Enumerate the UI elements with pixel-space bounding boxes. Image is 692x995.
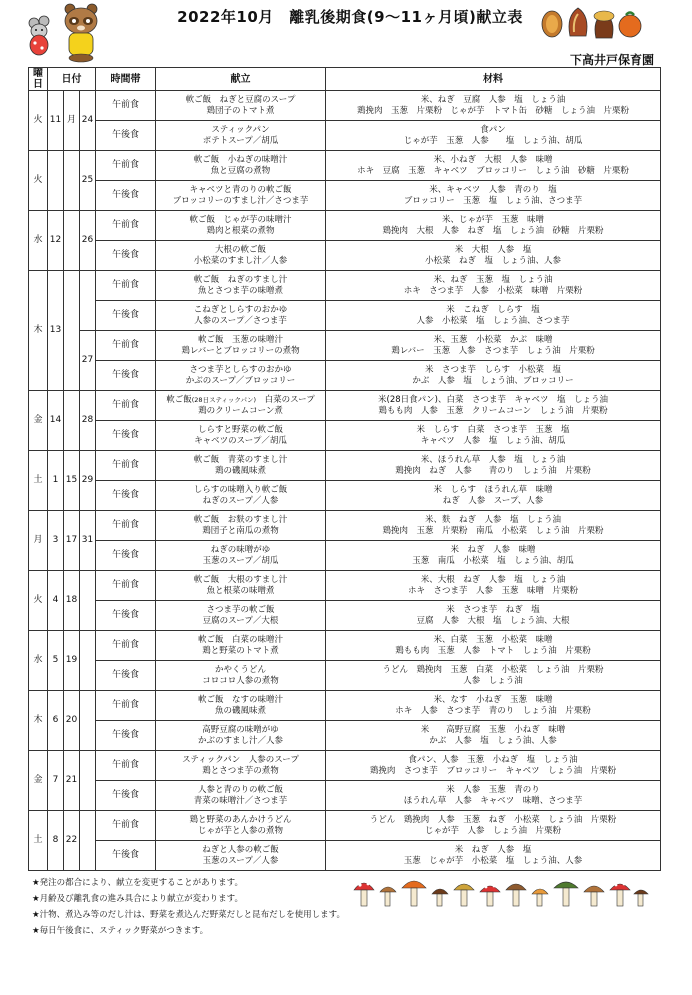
table-row (29, 271, 661, 301)
cell-line: 小松菜 ねぎ 塩 しょう油、人参 (424, 255, 561, 266)
ingredients-cell (326, 91, 661, 121)
cell-line: 米 高野豆腐 玉葱 小ねぎ 味噌 (420, 724, 566, 735)
cell-line: ねぎ 人参 スープ、人参 (442, 495, 544, 506)
menu-cell (156, 601, 326, 631)
menu-cell (156, 451, 326, 481)
time-slot-cell: 午前食 (96, 631, 156, 661)
cell-line: ブロッコリー 玉葱 塩 しょう油、さつま芋 (403, 195, 583, 206)
ingredients-cell (326, 691, 661, 721)
cell-line: キャベツ 人参 塩 しょう油、胡瓜 (420, 435, 566, 446)
ingredients-cell (326, 181, 661, 211)
cell-line: 米、白菜 玉葱 小松菜 味噌 (433, 634, 553, 645)
cell-line: 米、ほうれん草 人参 塩 しょう油 (420, 454, 566, 465)
cell-line: 軟ご飯 ねぎと豆腐のスープ (185, 94, 296, 105)
time-slot-cell: 午後食 (96, 601, 156, 631)
date-cell-b (64, 211, 80, 271)
ingredients-cell (326, 541, 661, 571)
ingredients-cell (326, 481, 661, 511)
cell-line: 大根の軟ご飯 (214, 244, 266, 255)
menu-cell (156, 691, 326, 721)
cell-line: かぶ 人参 塩 しょう油、ブロッコリー (412, 375, 574, 386)
menu-cell (156, 841, 326, 871)
cell-line: うどん 鶏挽肉 人参 玉葱 ねぎ 小松菜 しょう油 片栗粉 (369, 814, 617, 825)
ingredients-cell (326, 511, 661, 541)
cell-line: 米、キャベツ 人参 青のり 塩 (429, 184, 557, 195)
day-of-week-cell: 火 (29, 151, 48, 211)
mushrooms-row-icon (350, 874, 650, 910)
date-cell-c (80, 631, 96, 691)
table-row (29, 211, 661, 241)
ingredients-cell (326, 361, 661, 391)
cell-line: ねぎと人参の軟ご飯 (202, 844, 279, 855)
cell-line: ブロッコリーのすまし汁／さつま芋 (172, 195, 309, 206)
ingredients-cell (326, 601, 661, 631)
cell-line: 鶏もも肉 玉葱 人参 トマト しょう油 片栗粉 (395, 645, 591, 656)
ingredients-cell (326, 241, 661, 271)
menu-cell (156, 571, 326, 601)
time-slot-cell: 午後食 (96, 781, 156, 811)
table-row (29, 751, 661, 781)
date-cell-a: 6 (48, 691, 64, 751)
cell-line: 米 ねぎ 人参 味噌 (450, 544, 536, 555)
time-slot-cell: 午後食 (96, 361, 156, 391)
cell-line: 米、ねぎ 豆腐 人参 塩 しょう油 (420, 94, 566, 105)
date-cell-a: 7 (48, 751, 64, 811)
table-row (29, 361, 661, 391)
menu-cell (156, 391, 326, 421)
cell-line: 玉葱のスープ／胡瓜 (202, 555, 279, 566)
cell-line: 鶏とさつま芋の煮物 (202, 765, 279, 776)
ingredients-cell (326, 631, 661, 661)
menu-cell (156, 151, 326, 181)
date-cell-c: 28 (80, 391, 96, 451)
cell-line: 鶏と野菜のトマト煮 (202, 645, 279, 656)
cell-line: コロコロ人参の煮物 (202, 675, 279, 686)
date-cell-c: 25 (80, 151, 96, 211)
time-slot-cell: 午後食 (96, 301, 156, 331)
cell-line: 玉葱 南瓜 小松菜 塩 しょう油、胡瓜 (412, 555, 574, 566)
cell-line: しらすと野菜の軟ご飯 (197, 424, 283, 435)
date-cell-c (80, 271, 96, 331)
col-header-date: 日付 (48, 68, 96, 91)
cell-line: ホキ 豆腐 玉葱 キャベツ ブロッコリー しょう油 砂糖 片栗粉 (357, 165, 629, 176)
note-item: ★汁物、煮込み等のだし汁は、野菜を煮込んだ野菜だしと昆布だしを使用します。 (32, 910, 345, 920)
cell-line: 鶏のクリームコーン煮 (198, 405, 283, 416)
date-cell-a: 12 (48, 211, 64, 271)
time-slot-cell: 午前食 (96, 511, 156, 541)
note-item: ★毎日午後食に、スティック野菜がつきます。 (32, 926, 209, 936)
cell-line: 玉葱のスープ／人参 (202, 855, 279, 866)
mouse-mascot-icon (29, 16, 49, 55)
cell-line: 魚と豆腐の煮物 (210, 165, 271, 176)
cell-line: キャベツと青のりの軟ご飯 (189, 184, 292, 195)
cell-line: しらすの味噌入り軟ご飯 (193, 484, 288, 495)
date-cell-c: 29 (80, 451, 96, 511)
cell-line: かぶのすまし汁／人参 (197, 735, 283, 746)
menu-cell (156, 271, 326, 301)
ingredients-cell (326, 421, 661, 451)
cell-line: 軟ご飯 じゃが芋の味噌汁 (189, 214, 292, 225)
cell-line: 食パン、人参 玉葱 小ねぎ 塩 しょう油 (408, 754, 578, 765)
menu-text: 軟ご飯 (166, 394, 192, 405)
time-slot-cell: 午前食 (96, 691, 156, 721)
date-cell-b (64, 391, 80, 451)
time-slot-cell: 午後食 (96, 421, 156, 451)
day-of-week-cell: 水 (29, 211, 48, 271)
cell-line: 豆腐のスープ／大根 (202, 615, 279, 626)
time-slot-cell: 午前食 (96, 331, 156, 361)
table-row (29, 571, 661, 601)
cell-line: 鶏もも肉 人参 玉葱 クリームコーン しょう油 片栗粉 (378, 405, 608, 416)
menu-cell (156, 301, 326, 331)
table-row (29, 601, 661, 631)
cell-line: ねぎのスープ／人参 (202, 495, 279, 506)
cell-line: 米、大根 ねぎ 人参 塩 しょう油 (420, 574, 566, 585)
cell-line: うどん 鶏挽肉 玉葱 白菜 小松菜 しょう油 片栗粉 (382, 664, 604, 675)
cell-line: かぶのスープ／ブロッコリー (185, 375, 296, 386)
time-slot-cell: 午前食 (96, 271, 156, 301)
menu-cell (156, 331, 326, 361)
cell-line: さつま芋としらすのおかゆ (189, 364, 292, 375)
cell-line: 軟ご飯 大根のすまし汁 (193, 574, 288, 585)
cell-line: 軟ご飯 小ねぎの味噌汁 (193, 154, 288, 165)
raccoon-mascot-icon (65, 4, 97, 62)
col-header-menu: 献立 (156, 68, 326, 91)
cell-line: 魚とさつま芋の味噌煮 (197, 285, 283, 296)
cell-line: 米(28日食パン)、白菜 さつま芋 キャベツ 塩 しょう油 (378, 394, 608, 405)
day-of-week-cell: 木 (29, 691, 48, 751)
cell-line: 軟ご飯 ねぎのすまし汁 (193, 274, 288, 285)
cell-line: 鶏団子のトマト煮 (206, 105, 275, 116)
date-cell-a: 3 (48, 511, 64, 571)
cell-line: 米 大根 人参 塩 (454, 244, 532, 255)
date-cell-c: 24 (80, 91, 96, 151)
date-cell-b: 19 (64, 631, 80, 691)
time-slot-cell: 午前食 (96, 391, 156, 421)
date-cell-b: 22 (64, 811, 80, 871)
date-cell-b: 21 (64, 751, 80, 811)
table-row (29, 811, 661, 841)
table-row (29, 391, 661, 421)
day-of-week-cell: 火 (29, 91, 48, 151)
note-item: ★発注の都合により、献立を変更することがあります。 (32, 878, 243, 888)
cell-line: 鶏挽肉 玉葱 片栗粉 じゃが芋 トマト缶 砂糖 しょう油 片栗粉 (356, 105, 629, 116)
day-of-week-cell: 木 (29, 271, 48, 391)
date-cell-c: 26 (80, 211, 96, 271)
day-of-week-cell: 水 (29, 631, 48, 691)
cell-line: さつま芋の軟ご飯 (206, 604, 275, 615)
time-slot-cell: 午後食 (96, 121, 156, 151)
cell-line: 軟ご飯 お麩のすまし汁 (193, 514, 288, 525)
date-cell-c (80, 571, 96, 631)
ingredients-cell (326, 751, 661, 781)
table-row (29, 151, 661, 181)
cell-line: 鶏団子と南瓜の煮物 (202, 525, 279, 536)
date-cell-a: 13 (48, 271, 64, 391)
date-cell-b (64, 151, 80, 211)
cell-line: 豆腐 人参 大根 塩 しょう油、大根 (416, 615, 570, 626)
table-row (29, 481, 661, 511)
menu-cell (156, 361, 326, 391)
cell-line: 米 しらす 白菜 さつま芋 玉葱 塩 (416, 424, 570, 435)
cell-line: 鶏挽肉 大根 人参 ねぎ 塩 しょう油 砂糖 片栗粉 (382, 225, 604, 236)
table-row (29, 421, 661, 451)
cell-line: じゃが芋と人参の煮物 (197, 825, 283, 836)
note-item: ★月齢及び離乳食の進み具合により献立が変わります。 (32, 894, 243, 904)
cell-line: 軟ご飯 青菜のすまし汁 (193, 454, 288, 465)
cell-line: 軟ご飯 なすの味噌汁 (197, 694, 283, 705)
ingredients-cell (326, 211, 661, 241)
page-title: 2022年10月 離乳後期食(9～11ヶ月頃)献立表 (177, 8, 523, 26)
cell-line: 米 さつま芋 しらす 小松菜 塩 (424, 364, 561, 375)
cell-line: 高野豆腐の味噌がゆ (202, 724, 279, 735)
time-slot-cell: 午前食 (96, 571, 156, 601)
table-row (29, 691, 661, 721)
time-slot-cell: 午前食 (96, 211, 156, 241)
table-row (29, 301, 661, 331)
day-of-week-cell: 土 (29, 451, 48, 511)
cell-line: 食パン (480, 124, 506, 135)
menu-cell (156, 181, 326, 211)
date-cell-c (80, 691, 96, 751)
time-slot-cell: 午後食 (96, 481, 156, 511)
time-slot-cell: 午前食 (96, 811, 156, 841)
menu-cell (156, 721, 326, 751)
cell-line: 人参のスープ／さつま芋 (194, 315, 287, 326)
cell-line: 米 さつま芋 ねぎ 塩 (446, 604, 540, 615)
cell-line: 小松菜のすまし汁／人参 (193, 255, 288, 266)
table-row (29, 181, 661, 211)
menu-cell (156, 121, 326, 151)
cell-line: 米 ねぎ 人参 塩 (454, 844, 532, 855)
date-cell-c: 31 (80, 511, 96, 571)
time-slot-cell: 午後食 (96, 661, 156, 691)
time-slot-cell: 午後食 (96, 721, 156, 751)
time-slot-cell: 午後食 (96, 841, 156, 871)
cell-line: ほうれん草 人参 キャベツ 味噌、さつま芋 (403, 795, 583, 806)
date-cell-a: 14 (48, 391, 64, 451)
menu-cell (156, 781, 326, 811)
table-row (29, 331, 661, 361)
ingredients-cell (326, 301, 661, 331)
time-slot-cell: 午前食 (96, 751, 156, 781)
time-slot-cell: 午後食 (96, 181, 156, 211)
date-cell-b: 15 (64, 451, 80, 511)
school-name: 下高井戸保育園 (569, 53, 654, 67)
ingredients-cell (326, 781, 661, 811)
cell-line: ホキ 人参 さつま芋 青のり しょう油 片栗粉 (395, 705, 591, 716)
cell-line: 米、なす 小ねぎ 玉葱 味噌 (433, 694, 553, 705)
col-header-ingredients: 材料 (326, 68, 661, 91)
day-of-week-cell: 火 (29, 571, 48, 631)
date-cell-a: 1 (48, 451, 64, 511)
date-cell-c (80, 751, 96, 811)
cell-line: 鶏肉と根菜の煮物 (206, 225, 275, 236)
time-slot-cell: 午前食 (96, 151, 156, 181)
table-row (29, 541, 661, 571)
cell-line: じゃが芋 玉葱 人参 塩 しょう油、胡瓜 (403, 135, 583, 146)
day-of-week-cell: 金 (29, 751, 48, 811)
cell-line: 軟ご飯 白菜の味噌汁 (197, 634, 283, 645)
ingredients-cell (326, 271, 661, 301)
mascot-illustration-icon (26, 3, 110, 63)
ingredients-cell (326, 451, 661, 481)
cell-line: 米 こねぎ しらす 塩 (446, 304, 540, 315)
menu-cell (156, 751, 326, 781)
cell-line: 軟ご飯 玉葱の味噌汁 (197, 334, 283, 345)
cell-line: ポテトスープ／胡瓜 (202, 135, 279, 146)
ingredients-cell (326, 391, 661, 421)
menu-cell (156, 511, 326, 541)
cell-line: 米、じゃが芋 玉葱 味噌 (441, 214, 544, 225)
cell-line: 人参 しょう油 (463, 675, 523, 686)
menu-cell (156, 211, 326, 241)
menu-cell (156, 481, 326, 511)
col-header-day: 曜日 (29, 68, 48, 91)
menu-body (29, 91, 661, 871)
cell-line: こねぎとしらすのおかゆ (193, 304, 288, 315)
date-cell-c: 27 (80, 331, 96, 391)
day-of-week-cell: 金 (29, 391, 48, 451)
cell-line: 米 しらす ほうれん草 味噌 (433, 484, 553, 495)
table-row (29, 781, 661, 811)
cell-line: 人参と青のりの軟ご飯 (197, 784, 283, 795)
time-slot-cell: 午前食 (96, 91, 156, 121)
table-row (29, 121, 661, 151)
date-cell-b: 20 (64, 691, 80, 751)
menu-note: (28日スティックパン) (191, 395, 257, 404)
time-slot-cell: 午前食 (96, 451, 156, 481)
date-cell-a: 11 (48, 91, 64, 151)
cell-line: 米、麩 ねぎ 人参 塩 しょう油 (424, 514, 561, 525)
cell-line: 鶏レバー 玉葱 人参 さつま芋 しょう油 片栗粉 (391, 345, 595, 356)
day-of-week-cell: 土 (29, 811, 48, 871)
day-of-week-cell: 月 (29, 511, 48, 571)
time-slot-cell: 午後食 (96, 541, 156, 571)
cell-line: ホキ さつま芋 人参 小松菜 味噌 片栗粉 (403, 285, 583, 296)
menu-cell (156, 631, 326, 661)
cell-line: 鶏挽肉 さつま芋 ブロッコリー キャベツ しょう油 片栗粉 (369, 765, 617, 776)
ingredients-cell (326, 331, 661, 361)
cell-line: 鶏レバーとブロッコリーの煮物 (181, 345, 300, 356)
cell-line: スティックパン 人参のスープ (182, 754, 299, 765)
menu-cell (156, 91, 326, 121)
table-row (29, 721, 661, 751)
cell-line: 魚の磯風味煮 (214, 705, 266, 716)
cell-line: 米 人参 玉葱 青のり (446, 784, 540, 795)
menu-cell (156, 241, 326, 271)
table-row (29, 91, 661, 121)
menu-cell (156, 421, 326, 451)
cell-line: 鶏挽肉 ねぎ 人参 青のり しょう油 片栗粉 (395, 465, 591, 476)
cell-line: ホキ さつま芋 人参 玉葱 味噌 片栗粉 (407, 585, 578, 596)
ingredients-cell (326, 661, 661, 691)
menu-cell (156, 811, 326, 841)
cell-line (156, 395, 325, 406)
menu-text: 白菜のスープ (264, 394, 315, 405)
date-cell-b: 17 (64, 511, 80, 571)
ingredients-cell (326, 571, 661, 601)
cell-line: 鶏と野菜のあんかけうどん (189, 814, 292, 825)
date-cell-b: 18 (64, 571, 80, 631)
cell-line: 米、玉葱 小松菜 かぶ 味噌 (433, 334, 553, 345)
date-cell-b (64, 271, 80, 391)
cell-line: スティックパン (211, 124, 270, 135)
cell-line: 鶏の磯風味煮 (214, 465, 266, 476)
table-row (29, 511, 661, 541)
cell-line: 鶏挽肉 玉葱 片栗粉 南瓜 小松菜 しょう油 片栗粉 (382, 525, 604, 536)
menu-cell (156, 541, 326, 571)
ingredients-cell (326, 811, 661, 841)
ingredients-cell (326, 121, 661, 151)
ingredients-cell (326, 841, 661, 871)
date-cell-a: 4 (48, 571, 64, 631)
date-cell-a: 5 (48, 631, 64, 691)
cell-line: 米、小ねぎ 大根 人参 味噌 (433, 154, 553, 165)
cell-line: 魚と根菜の味噌煮 (206, 585, 275, 596)
table-row (29, 631, 661, 661)
notes-section (32, 875, 345, 939)
table-row (29, 841, 661, 871)
date-cell-c (80, 811, 96, 871)
table-row (29, 241, 661, 271)
cell-line: 人参 小松菜 塩 しょう油、さつま芋 (416, 315, 570, 326)
cell-line: かぶ 人参 塩 しょう油、人参 (429, 735, 557, 746)
menu-cell (156, 661, 326, 691)
cell-line: 米、ねぎ 玉葱 塩 しょう油 (433, 274, 553, 285)
table-header-row (29, 68, 661, 91)
date-cell-a: 8 (48, 811, 64, 871)
cell-line: キャベツのスープ／胡瓜 (194, 435, 287, 446)
cell-line: じゃが芋 人参 しょう油 片栗粉 (424, 825, 561, 836)
cell-line: ねぎの味噌がゆ (210, 544, 271, 555)
cell-line: 玉葱 じゃが芋 小松菜 塩 しょう油、人参 (403, 855, 583, 866)
table-row (29, 451, 661, 481)
cell-line: かやくうどん (214, 664, 266, 675)
table-row (29, 661, 661, 691)
date-cell-a (48, 151, 64, 211)
col-header-time: 時間帯 (96, 68, 156, 91)
cell-line: 青菜の味噌汁／さつま芋 (193, 795, 288, 806)
ingredients-cell (326, 721, 661, 751)
ingredients-cell (326, 151, 661, 181)
date-cell-b: 月 (64, 91, 80, 151)
menu-table (28, 67, 661, 871)
time-slot-cell: 午後食 (96, 241, 156, 271)
